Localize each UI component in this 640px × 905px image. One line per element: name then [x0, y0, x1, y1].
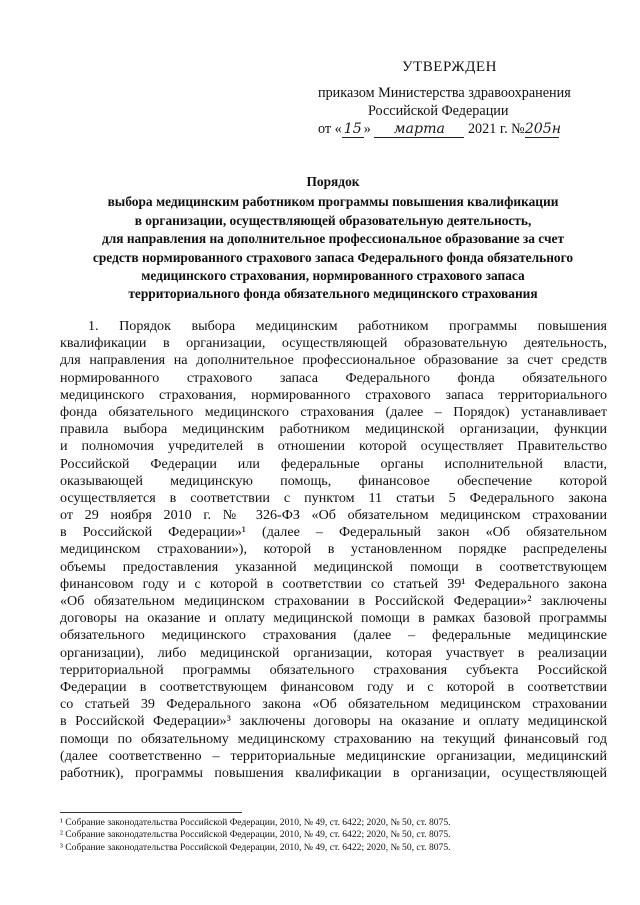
body-line: в Российской Федерации»¹ (далее – Федеральный закон «Об обязательном [60, 524, 607, 541]
body-line: медицинского страхования, нормированного страхового запаса территориального [60, 386, 607, 403]
body-line: в Российской Федерации»³ заключены договоры на оказание и оплату медицинской [60, 713, 607, 730]
date-mid: » [363, 121, 371, 137]
body-line: нормированного страхового запаса Федерального фонда обязательного [60, 369, 607, 386]
body-line: правила выбора медицинским работником медицинской организации, функции [60, 421, 607, 438]
body-line: организации), либо медицинской организации, которая участвует в реализации [60, 644, 607, 661]
footnote: ¹ Собрание законодательства Российской Федерации, 2010, № 49, ст. 6422; 2020, № 50, ст. 8075. [60, 817, 451, 828]
body-line: оказывающей медицинскую помощь, финансовое обеспечение которой [60, 472, 607, 489]
footnote: ³ Собрание законодательства Российской Федерации, 2010, № 49, ст. 6422; 2020, № 50, ст. 8075. [60, 841, 451, 853]
body-line: работник), программы повышения квалификации в организации, осуществляющей [60, 764, 607, 781]
body-line: договоры на оказание и оплату медицинской помощи в рамках базовой программы [60, 610, 607, 627]
body-line: для направления на дополнительное профессиональное образование за счет средств [60, 352, 607, 369]
body-line: фонда обязательного медицинского страхования (далее – Порядок) устанавливает [60, 403, 607, 420]
body-line: обязательного медицинского страхования (далее – федеральные медицинские [60, 627, 607, 644]
approval-date-line [318, 120, 562, 138]
body-line: Федерации в соответствующем финансовом году и с которой в соответствии [60, 678, 607, 695]
handwritten-order-number: 205н [524, 121, 562, 137]
body-line: квалификации в организации, осуществляющей образовательную деятельность, [60, 335, 607, 352]
body-line: от 29 ноября 2010 г. № 326-ФЗ «Об обязательном медицинском страховании [60, 507, 607, 524]
title-heading: Порядок [306, 174, 360, 189]
body-line: объемы предоставления указанной медицинской помощи в соответствующем [60, 558, 607, 575]
document-title [40, 173, 626, 304]
footnotes [60, 817, 620, 854]
body-line: осуществляется в соответствии с пунктом 11 статьи 5 Федерального закона [60, 489, 607, 506]
approval-title: УТВЕРЖДЕН [402, 59, 497, 75]
title-line: выбора медицинским работником программы повышения квалификации [107, 194, 559, 210]
body-line: территориальной программы обязательного страхования субъекта Российской [60, 661, 607, 678]
footnote: ² Собрание законодательства Российской Федерации, 2010, № 49, ст. 6422; 2020, № 50, ст. 8075. [60, 829, 451, 841]
handwritten-day: 15 [343, 121, 362, 137]
body-line: (далее соответственно – территориальные медицинские организации, медицинский [60, 747, 607, 764]
handwritten-month: марта [374, 121, 464, 138]
body-line: Российской Федерации или федеральные органы исполнительной власти, [60, 455, 607, 472]
title-line: в организации, осуществляющей образовательную деятельность, [134, 212, 532, 228]
title-line: для направления на дополнительное профессиональное образование за счет [101, 231, 565, 247]
body-line: «Об обязательном медицинском страховании в Российской Федерации»² заключены [60, 593, 607, 609]
title-line: медицинского страхования, нормированного страхового запаса [141, 268, 525, 284]
date-year: 2021 г. № [467, 121, 525, 137]
body-line: 1. Порядок выбора медицинским работником программы повышения [88, 318, 607, 334]
title-line: средств нормированного страхового запаса Федерального фонда обязательного [92, 249, 574, 265]
approval-order-line: приказом Министерства здравоохранения [318, 85, 571, 101]
body-line: помощи по обязательному медицинскому страхованию на текущий финансовый год [60, 730, 607, 747]
footnote-separator [60, 812, 242, 813]
body-line: со статьей 39 Федерального закона «Об обязательном медицинском страховании [60, 696, 607, 713]
body-line: медицинском страховании»), которой в установленном порядке распределены [60, 541, 607, 558]
title-line: территориального фонда обязательного медицинского страхования [128, 286, 538, 302]
body-line: финансовом году и с которой в соответствии со статьей 39¹ Федерального закона [60, 575, 607, 592]
date-prefix: от « [318, 121, 342, 137]
approval-country-line: Российской Федерации [368, 103, 509, 119]
body-line: и полномочия учредителей в отношении которой осуществляет Правительство [60, 438, 607, 455]
document-body [60, 318, 607, 782]
